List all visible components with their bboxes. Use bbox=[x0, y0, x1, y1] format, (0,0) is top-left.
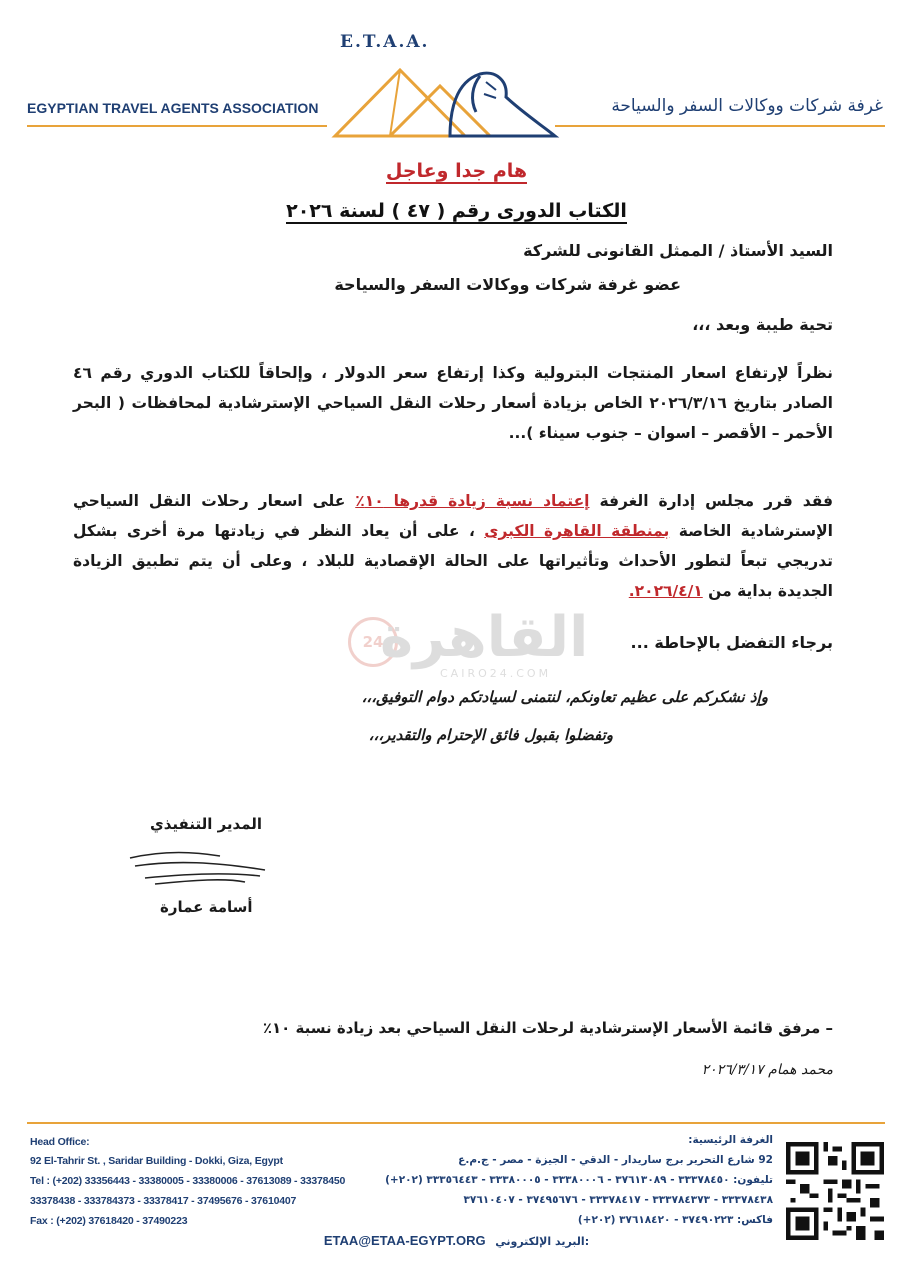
email-label-ar: البريد الإلكتروني: bbox=[495, 1235, 590, 1248]
decision-text-b: على اسعار رحلات النقل السياحي الإسترشادية الخاصة bbox=[73, 492, 833, 540]
fax-ar: فاكس: ٣٧٤٩٠٢٢٣ - ٣٧٦١٨٤٢٠ (٢٠٢+) bbox=[577, 1214, 773, 1226]
phone-en: Tel : (+202) 33356443 - 33380005 - 33380006 - 37613089 - 33378450 bbox=[30, 1175, 346, 1187]
email-line bbox=[0, 1233, 913, 1248]
header-divider-right bbox=[555, 125, 885, 127]
circular-title: الكتاب الدورى رقم ( ٤٧ ) لسنة ٢٠٢٦ bbox=[286, 200, 627, 222]
head-office-label-en: Head Office: bbox=[30, 1136, 90, 1148]
effective-date-highlight: ٢٠٢٦/٤/١. bbox=[628, 582, 703, 600]
request-line: برجاء التفضل بالإحاطة ... bbox=[630, 633, 833, 652]
header-divider-left bbox=[27, 125, 327, 127]
closing-thanks: وإذ نشكركم على عظيم تعاونكم، لنتمنى لسيادتكم دوام التوفيق،،، bbox=[361, 688, 768, 706]
increase-rate-highlight: إعتماد نسبة زيادة قدرها ١٠٪ bbox=[355, 492, 590, 510]
phone-ar-2: ٣٣٣٧٨٤٣٨ - ٣٣٣٧٨٤٣٧٣ - ٣٣٣٧٨٤١٧ - ٣٧٤٩٥٦٧٦ - ٣٧٦١٠٤٠٧ bbox=[463, 1194, 773, 1206]
head-office-label-ar: الغرفة الرئيسية: bbox=[688, 1134, 773, 1146]
recipient-line: السيد الأستاذ / الممثل القانونى للشركة bbox=[523, 241, 833, 260]
watermark-text: القاهرة bbox=[380, 605, 589, 670]
greeting: تحية طيبة وبعد ،،، bbox=[692, 315, 833, 334]
footer-divider bbox=[27, 1122, 885, 1124]
watermark-badge: 24 bbox=[348, 617, 398, 667]
address-en: 92 El-Tahrir St. , Saridar Building - Dokki, Giza, Egypt bbox=[30, 1155, 283, 1167]
pyramids-sphinx-logo-icon bbox=[330, 52, 560, 140]
paragraph-intro: نظراً لإرتفاع اسعار المنتجات البترولية وكذا إرتفاع سعر الدولار ، وإلحاقاً للكتاب الدوري رقم ٤٦ الصادر بتاريخ ٢٠٢٦/٣/١٦ الخاص بزيادة أسعار رحلات النقل السياحي الإسترشادية لمحافظات ( البحر الأحمر – الأقصر – اسوان – جنوب سيناء )... bbox=[73, 364, 833, 442]
decision-text-a: فقد قرر مجلس إدارة الغرفة bbox=[599, 492, 834, 510]
recipient-membership: عضو غرفة شركات ووكالات السفر والسياحة bbox=[334, 275, 681, 294]
urgent-heading: هام جدا وعاجل bbox=[385, 160, 528, 182]
signatory-title: المدير التنفيذي bbox=[150, 815, 263, 833]
watermark bbox=[330, 605, 590, 685]
paragraph-decision bbox=[73, 486, 833, 606]
watermark-sub: CAIRO24.COM bbox=[440, 667, 552, 680]
phone-en-2: 33378438 - 333784373 - 33378417 - 37495676 - 37610407 bbox=[30, 1195, 297, 1207]
email-address[interactable]: ETAA@ETAA-EGYPT.ORG bbox=[323, 1233, 486, 1248]
region-highlight: بمنطقة القاهرة الكبرى bbox=[484, 522, 670, 540]
phone-ar: تليفون: ٣٣٣٧٨٤٥٠ - ٣٧٦١٣٠٨٩ - ٣٣٣٨٠٠٠٦ - ٣٣٣٨٠٠٠٥ - ٣٣٣٥٦٤٤٣ (٢٠٢+) bbox=[385, 1174, 773, 1186]
attachment-note: – مرفق قائمة الأسعار الإسترشادية لرحلات النقل السياحي بعد زيادة نسبة ١٠٪ bbox=[262, 1019, 833, 1037]
association-name-ar: غرفة شركات ووكالات السفر والسياحة bbox=[611, 96, 883, 116]
signature-scribble-icon bbox=[125, 848, 275, 890]
closing-regards: وتفضلوا بقبول فائق الإحترام والتقدير،،، bbox=[368, 726, 613, 744]
logo-text: E.T.A.A. bbox=[340, 32, 430, 52]
association-name-en: EGYPTIAN TRAVEL AGENTS ASSOCIATION bbox=[27, 100, 319, 116]
fax-en: Fax : (+202) 37618420 - 37490223 bbox=[30, 1215, 188, 1227]
signatory-name: أسامة عمارة bbox=[160, 898, 253, 916]
address-ar: 92 شارع التحرير برج ساريدار - الدقي - الجيزة - مصر - ج.م.ع bbox=[458, 1154, 773, 1166]
handwritten-note: محمد همام ٢٠٢٦/٣/١٧ bbox=[701, 1062, 833, 1078]
qr-code-icon[interactable] bbox=[786, 1142, 884, 1240]
decision-text-c: ، على أن يعاد النظر في زيادتها مرة أخرى بشكل تدريجي تبعاً لتطور الأحداث وتأثيراتها على الحالة الإقصادية للبلاد ، وعلى أن يتم تطبيق الزيادة الجديدة بداية من bbox=[73, 522, 833, 600]
